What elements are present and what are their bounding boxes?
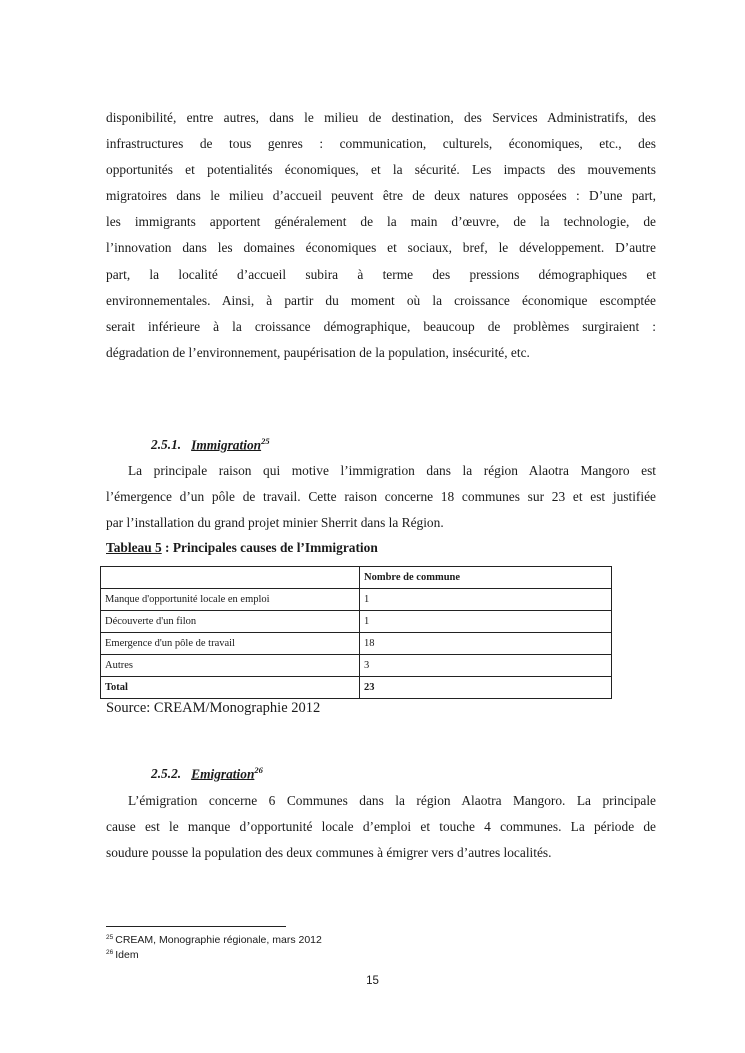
text-line: L’émigration concerne 6 Communes dans la région Alaotra Mangoro. La principale bbox=[128, 793, 656, 808]
table-total-row bbox=[101, 677, 612, 699]
text-line: soudure pousse la population des deux communes à émigrer vers d’autres localités. bbox=[106, 845, 552, 861]
table-source: Source: CREAM/Monographie 2012 bbox=[106, 700, 321, 716]
text-line: disponibilité, entre autres, dans le milieu de destination, des Services Administratifs, des bbox=[106, 110, 656, 125]
text-line: cause est le manque d’opportunité locale d’emploi et touche 4 communes. La période de bbox=[106, 819, 656, 835]
intro-paragraph bbox=[106, 105, 656, 366]
table-caption-text: : Principales causes de l’Immigration bbox=[161, 540, 378, 555]
emigration-paragraph bbox=[106, 788, 656, 866]
text-line: dégradation de l’environnement, paupérisation de la population, insécurité, etc. bbox=[106, 344, 530, 360]
footnote-text: CREAM, Monographie régionale, mars 2012 bbox=[115, 934, 322, 946]
table-cell: Autres bbox=[101, 655, 360, 677]
table-cell: 3 bbox=[360, 655, 612, 677]
text-line: part, la localité d’accueil subira à terme des pressions démographiques et bbox=[106, 266, 656, 282]
section-number: 2.5.2. bbox=[151, 766, 182, 782]
table-caption-label: Tableau 5 bbox=[106, 540, 162, 555]
footnote-separator bbox=[106, 926, 286, 927]
table-row bbox=[101, 633, 612, 655]
section-title: Immigration bbox=[191, 437, 262, 453]
footnote-number: 25 bbox=[106, 934, 114, 941]
heading-emigration bbox=[151, 765, 263, 782]
text-line: infrastructures de tous genres : communication, culturels, économiques, etc., des bbox=[106, 136, 656, 152]
table-header-cell bbox=[101, 567, 360, 589]
text-line: La principale raison qui motive l’immigration dans la région Alaotra Mangoro est bbox=[128, 463, 656, 478]
table-caption bbox=[106, 540, 378, 556]
footnote-text: Idem bbox=[115, 949, 139, 961]
text-line: serait inférieure à la croissance démographique, beaucoup de problèmes surgiraient : bbox=[106, 318, 656, 334]
table-cell: Découverte d'un filon bbox=[101, 611, 360, 633]
table-cell: Emergence d'un pôle de travail bbox=[101, 633, 360, 655]
text-line: l’innovation dans les domaines économiques et sociaux, bref, le développement. D’autre bbox=[106, 240, 656, 256]
table-header-row bbox=[101, 567, 612, 589]
text-line: l’émergence d’un pôle de travail. Cette raison concerne 18 communes sur 23 et est justifiée bbox=[106, 489, 656, 505]
table-cell: Manque d'opportunité locale en emploi bbox=[101, 589, 360, 611]
footnote bbox=[106, 934, 322, 946]
section-title: Emigration bbox=[191, 766, 255, 782]
table-row bbox=[101, 611, 612, 633]
text-line: opportunités et potentialités économiques, et la sécurité. Les impacts des mouvements bbox=[106, 162, 656, 178]
table-cell: 18 bbox=[360, 633, 612, 655]
table-cell: Total bbox=[101, 677, 360, 699]
causes-table bbox=[100, 566, 612, 699]
text-line: migratoires dans le milieu d’accueil peuvent être de deux natures opposées : D’une part, bbox=[106, 188, 656, 204]
footnote-ref[interactable]: 25 bbox=[261, 436, 270, 446]
text-line: les immigrants apportent généralement de la main d’œuvre, de la technologie, de bbox=[106, 214, 656, 230]
footnote bbox=[106, 949, 139, 961]
heading-immigration bbox=[151, 436, 270, 453]
section-number: 2.5.1. bbox=[151, 437, 182, 453]
table-cell: 1 bbox=[360, 611, 612, 633]
footnote-ref[interactable]: 26 bbox=[254, 765, 263, 775]
table-row bbox=[101, 589, 612, 611]
table-cell: 23 bbox=[360, 677, 612, 699]
page-number: 15 bbox=[366, 975, 379, 987]
text-line: par l’installation du grand projet minier Sherrit dans la Région. bbox=[106, 515, 444, 531]
immigration-paragraph bbox=[106, 458, 656, 536]
table-header-cell: Nombre de commune bbox=[360, 567, 612, 589]
text-line: environnementales. Ainsi, à partir du moment où la croissance économique escomptée bbox=[106, 292, 656, 308]
footnote-number: 26 bbox=[106, 949, 114, 956]
table-row bbox=[101, 655, 612, 677]
table-cell: 1 bbox=[360, 589, 612, 611]
